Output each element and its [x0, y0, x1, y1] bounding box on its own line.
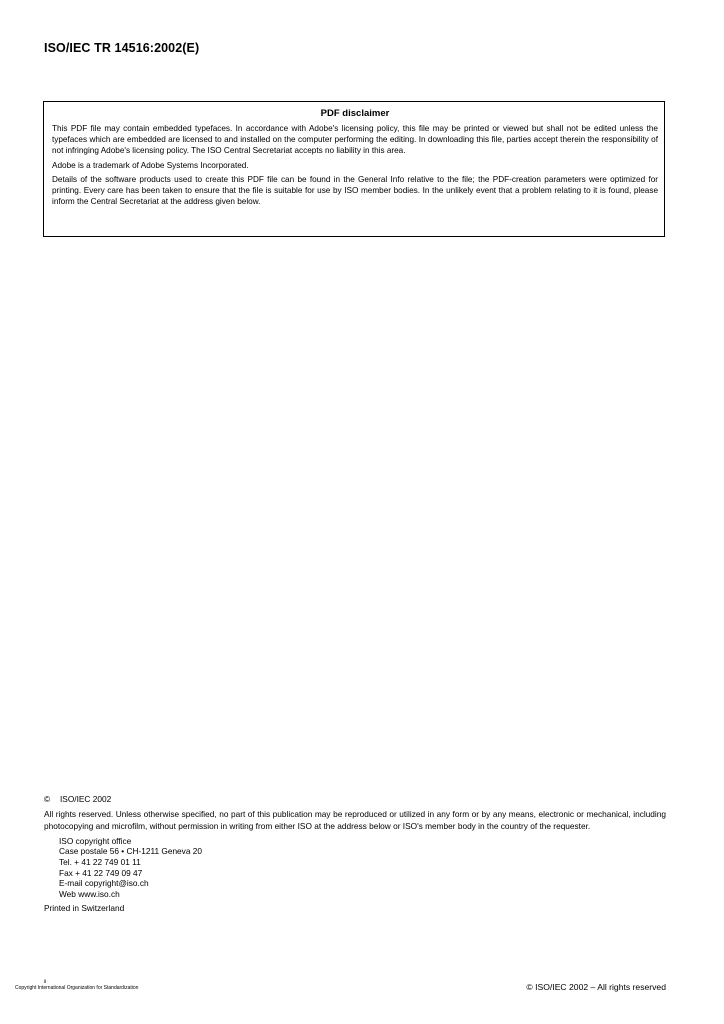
copyright-year: ISO/IEC 2002 — [60, 794, 112, 804]
disclaimer-paragraph: This PDF file may contain embedded typefaces. In accordance with Adobe's licensing policy, this file may be printed or viewed but shall not be edited unless the typefaces which are embedded are licensed to and installed on the computer performing the editing. In downloading this file, parties accept therein the responsibility of not infringing Adobe's licensing policy. The ISO Central Secretariat accepts no liability in this area. — [52, 124, 658, 156]
address-line: Web www.iso.ch — [59, 888, 120, 899]
rights-text: All rights reserved. Unless otherwise specified, no part of this publication may be reproduced or utilized in any form or by any means, electronic or mechanical, including photocopying and microfilm, without permission in writing from either ISO at the address below or ISO's member body in the country of the requester. — [44, 809, 666, 831]
address-line: Case postale 56 • CH-1211 Geneva 20 — [59, 846, 202, 857]
address-line: Fax + 41 22 749 09 47 — [59, 867, 143, 878]
copyright-office-address — [59, 836, 666, 900]
pdf-disclaimer-box — [43, 101, 665, 237]
address-line: ISO copyright office — [59, 835, 132, 846]
page-number: ii — [44, 979, 47, 985]
footer-rights-reserved: © ISO/IEC 2002 – All rights reserved — [526, 982, 666, 992]
address-line: Tel. + 41 22 749 01 11 — [59, 857, 141, 868]
copyright-symbol: © — [44, 794, 51, 804]
footer-left — [15, 979, 138, 991]
copyright-line — [44, 794, 666, 805]
footer-copyright-notice: Copyright International Organization for Standardization — [15, 985, 139, 991]
copyright-block — [44, 794, 666, 915]
document-header: ISO/IEC TR 14516:2002(E) — [44, 41, 200, 55]
disclaimer-paragraph: Adobe is a trademark of Adobe Systems Incorporated. — [52, 160, 249, 170]
disclaimer-title: PDF disclaimer — [320, 108, 390, 119]
address-line: E-mail copyright@iso.ch — [59, 878, 149, 889]
disclaimer-paragraph: Details of the software products used to create this PDF file can be found in the General Info relative to the file; the PDF-creation parameters were optimized for printing. Every care has been taken to ensure that the file is suitable for use by ISO member bodies. In the unlikely event that a problem relating to it is found, please inform the Central Secretariat at the address given below. — [52, 174, 658, 207]
printed-in: Printed in Switzerland — [44, 903, 125, 914]
